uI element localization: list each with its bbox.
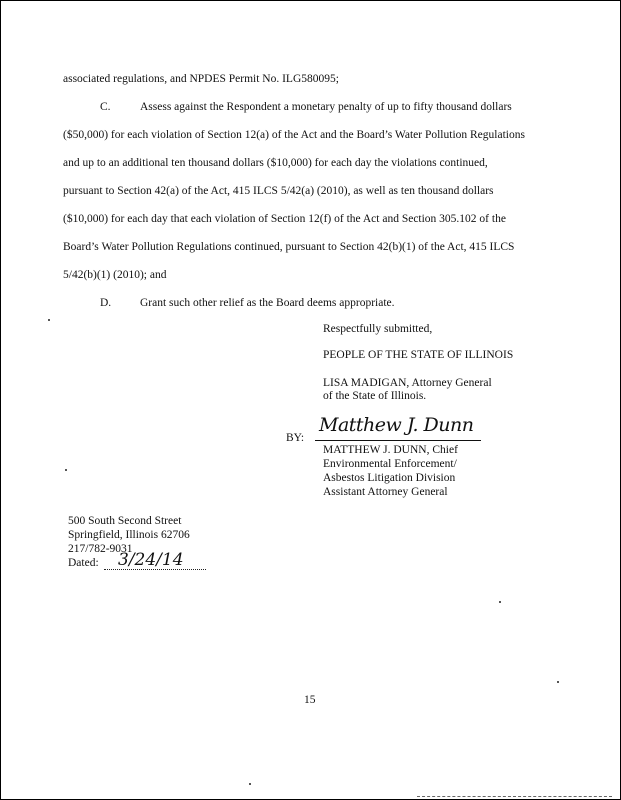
handwritten-date: 3/24/14: [118, 550, 184, 570]
date-line: [104, 569, 206, 570]
item-c-marker: C.: [100, 101, 111, 113]
item-d-text: Grant such other relief as the Board deems appropriate.: [140, 297, 395, 309]
address-line-1: 500 South Second Street: [68, 515, 182, 527]
people-heading: PEOPLE OF THE STATE OF ILLINOIS: [323, 349, 514, 361]
scan-edge-mark: [417, 796, 612, 798]
body-line-5: pursuant to Section 42(a) of the Act, 415 ILCS 5/42(a) (2010), as well as ten thousand dollars: [63, 185, 494, 197]
item-d-marker: D.: [100, 297, 112, 309]
body-line-8: 5/42(b)(1) (2010); and: [63, 269, 167, 281]
handwritten-signature: Matthew J. Dunn: [319, 414, 474, 436]
signer-line-1: MATTHEW J. DUNN, Chief: [323, 444, 458, 456]
respectfully-submitted: Respectfully submitted,: [323, 323, 433, 335]
body-line-3: ($50,000) for each violation of Section 12(a) of the Act and the Board’s Water Pollution Regulations: [63, 129, 525, 141]
body-line-4: and up to an additional ten thousand dollars ($10,000) for each day the violations continued,: [63, 157, 488, 169]
by-label: BY:: [286, 432, 305, 444]
scan-speck: [557, 681, 559, 683]
scan-speck: [249, 783, 251, 785]
attorney-general-state: of the State of Illinois.: [323, 390, 427, 402]
body-line-1: associated regulations, and NPDES Permit No. ILG580095;: [63, 73, 339, 85]
scan-speck: [48, 319, 50, 321]
item-c-text: Assess against the Respondent a monetary penalty of up to fifty thousand dollars: [140, 101, 512, 113]
signer-line-4: Assistant Attorney General: [323, 486, 448, 498]
dated-label: Dated:: [68, 557, 99, 569]
address-phone: 217/782-9031: [68, 543, 133, 555]
page-number: 15: [304, 694, 316, 706]
signer-line-3: Asbestos Litigation Division: [323, 472, 456, 484]
scan-speck: [65, 469, 67, 471]
signature-line: [315, 440, 481, 441]
signer-line-2: Environmental Enforcement/: [323, 458, 457, 470]
body-line-7: Board’s Water Pollution Regulations continued, pursuant to Section 42(b)(1) of the Act, 415 ILCS: [63, 241, 515, 253]
address-line-2: Springfield, Illinois 62706: [68, 529, 190, 541]
attorney-general-name: LISA MADIGAN, Attorney General: [323, 377, 492, 389]
scan-speck: [499, 601, 501, 603]
body-line-6: ($10,000) for each day that each violation of Section 12(f) of the Act and Section 305.102 of the: [63, 213, 506, 225]
